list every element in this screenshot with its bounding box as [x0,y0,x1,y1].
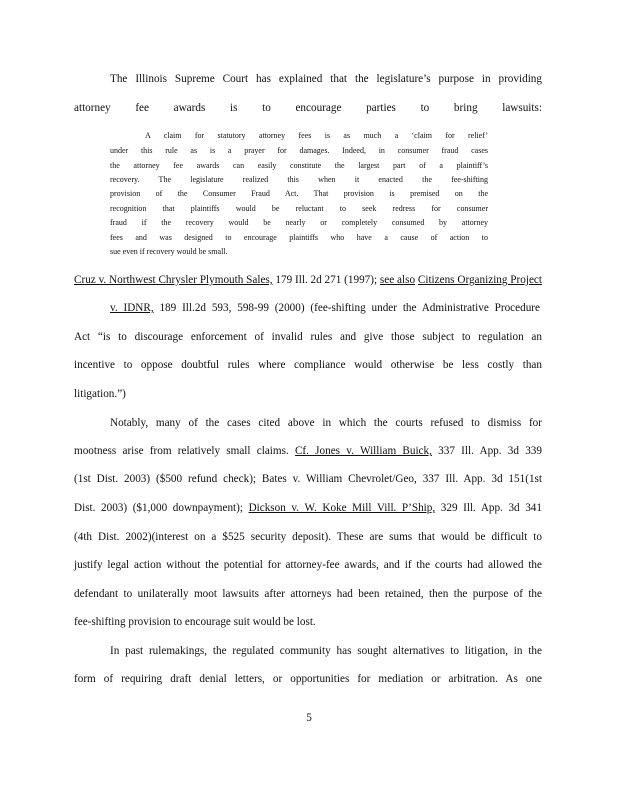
citation-text: mootness arise from relatively small claims. [74,445,295,457]
citation-line [74,444,542,458]
case-name: Cf. Jones v. William Buick, [294,445,432,457]
quote-line: fraud if the recovery would be nearly or completely consumed by attorney [110,218,488,227]
quote-line: recognition that plaintiffs would be reluctant to seek redress for consumer [110,204,488,213]
quote-line: the attorney fee awards can easily constitute the largest part of a plaintiff’s [110,161,488,170]
body-text-line: In past rulemakings, the regulated community has sought alternatives to litigation, in the [110,645,542,657]
quote-line: provision of the Consumer Fraud Act. That provision is premised on the [110,189,488,198]
quote-line: fees and was designed to encourage plaintiffs who have a cause of action to [110,233,488,242]
citation-text: 329 Ill. App. 3d 341 [435,502,542,514]
citation-text: 179 Ill. 2d 271 (1997); [272,274,380,286]
body-text-line: Notably, many of the cases cited above in which the courts refused to dismiss for [110,417,542,429]
quote-line: under this rule as is a prayer for damages. Indeed, in consumer fraud cases [110,146,488,155]
quote-line: recovery. The legislature realized this when it enacted the fee-shifting [110,175,488,184]
case-name: Cruz v. Northwest Chrysler Plymouth Sales, [74,274,273,286]
body-text-line: (4th Dist. 2002)(interest on a $525 security deposit). These are sums that would be difficult to [74,531,542,543]
case-name: Dickson v. W. Koke Mill Vill. P’Ship, [248,502,436,514]
body-text-line: defendant to unilaterally moot lawsuits after attorneys had been retained, then the purpose of the [74,588,542,600]
body-text-line: (1st Dist. 2003) ($500 refund check); Bates v. William Chevrolet/Geo, 337 Ill. App. 3d 151(1st [74,473,542,485]
citation-text: 337 Ill. App. 3d 339 [431,445,542,457]
signal-text: see also [379,274,416,286]
body-text-line: The Illinois Supreme Court has explained that the legislature’s purpose in providing [110,73,542,85]
body-text-line: form of requiring draft denial letters, or opportunities for mediation or arbitration. As one [74,673,542,685]
quote-line: A claim for statutory attorney fees is as much a ‘claim for relief’ [145,131,488,140]
body-text-line: fee-shifting provision to encourage suit would be lost. [74,616,316,628]
case-name: Citizens Organizing Project [417,274,542,286]
citation-text: 189 Ill.2d 593, 598-99 (2000) (fee-shifting under the Administrative Procedure [153,302,540,314]
citation-text: Dist. 2003) ($1,000 downpayment); [74,502,249,514]
quote-line: sue even if recovery would be small. [110,247,228,256]
citation-line [74,501,542,515]
body-text-line: Act “is to discourage enforcement of invalid rules and give those subject to regulation an [74,331,542,343]
body-text-line: litigation.”) [74,388,126,400]
body-text-line: attorney fee awards is to encourage parties to bring lawsuits: [74,102,542,114]
body-text-line: justify legal action without the potential for attorney-fee awards, and if the courts had allowed the [74,559,542,571]
body-text-line: incentive to oppose doubtful rules where compliance would otherwise be less costly than [74,359,542,371]
page-number: 5 [306,712,312,724]
citation-line [110,301,540,315]
citation-line [74,273,542,287]
case-name: v. IDNR, [110,302,154,314]
